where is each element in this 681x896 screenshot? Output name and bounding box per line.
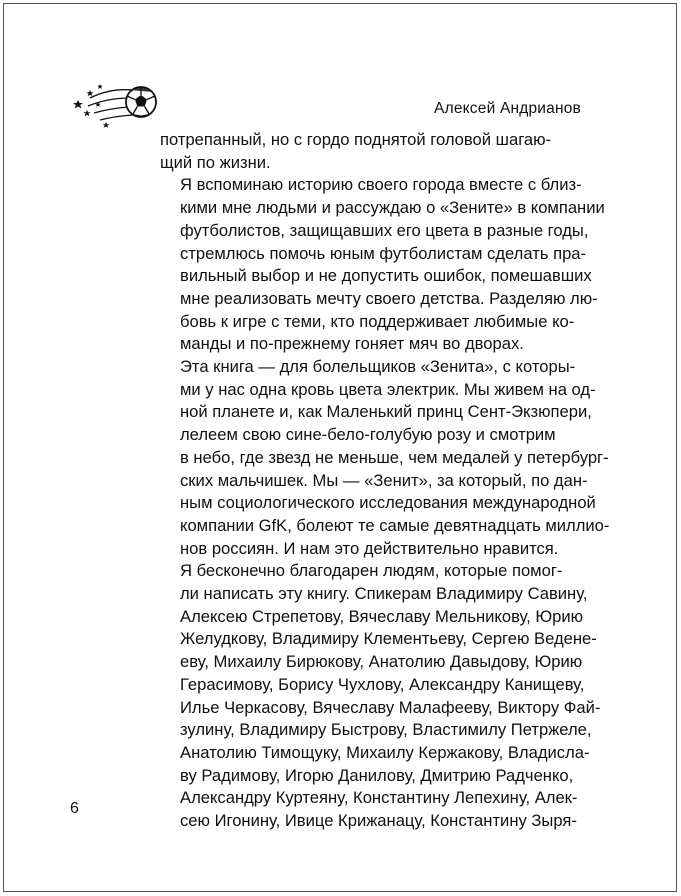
- text-line: ми у нас одна кровь цвета электрик. Мы живем на од-: [180, 379, 596, 399]
- body-text: [160, 129, 610, 833]
- text-line: нов россиян. И нам это действительно нравится.: [180, 538, 559, 558]
- text-line: Алексею Стрепетову, Вячеславу Мельникову, Юрию: [180, 606, 584, 626]
- text-line: зулину, Владимиру Быстрову, Властимилу Петржеле,: [180, 720, 592, 740]
- text-line: Я вспоминаю историю своего города вместе с близ-: [180, 175, 582, 195]
- text-line: бовь к игре с теми, кто поддерживает любимые ко-: [180, 311, 575, 331]
- text-line: Анатолию Тимощуку, Михаилу Кержакову, Владисла-: [180, 742, 590, 762]
- text-line: ным социологического исследования международной: [180, 493, 596, 513]
- text-line: ских мальчишек. Мы — «Зенит», за который, по дан-: [180, 470, 588, 490]
- text-line: щий по жизни.: [160, 152, 271, 172]
- text-line: сею Игонину, Ивице Крижанацу, Константину Зыря-: [180, 811, 577, 831]
- paragraph: [160, 356, 610, 560]
- text-line: потрепанный, но с гордо поднятой головой шагаю-: [160, 130, 552, 149]
- paragraph: [160, 129, 552, 174]
- text-line: лелеем свою сине-бело-голубую розу и смотрим: [180, 425, 556, 445]
- text-line: кими мне людьми и рассуждаю о «Зените» в компании: [180, 198, 605, 218]
- text-line: ной планете и, как Маленький принц Сент-Экзюпери,: [180, 402, 592, 422]
- text-line: компании GfK, болеют те самые девятнадцать миллио-: [180, 515, 610, 535]
- text-line: стремлюсь помочь юным футболистам сделать пра-: [180, 243, 587, 263]
- soccer-ball-stars-icon: [70, 80, 160, 130]
- text-line: в небо, где звезд не меньше, чем медалей у петербург-: [180, 447, 609, 467]
- running-head-author: Алексей Андрианов: [434, 100, 581, 117]
- text-line: Я бесконечно благодарен людям, которые помог-: [180, 561, 563, 581]
- page-number: 6: [70, 800, 79, 817]
- text-line: Илье Черкасову, Вячеславу Малафееву, Виктору Фай-: [180, 697, 601, 717]
- text-line: Александру Куртеяну, Константину Лепехину, Алек-: [180, 788, 578, 808]
- text-line: Желудкову, Владимиру Клементьеву, Сергею Ведене-: [180, 629, 597, 649]
- text-line: вильный выбор и не допустить ошибок, помешавших: [180, 266, 592, 286]
- text-line: манды и по-прежнему гоняет мяч во дворах.: [180, 334, 524, 354]
- text-line: ву Радимову, Игорю Данилову, Дмитрию Радченко,: [180, 765, 574, 785]
- text-line: Герасимову, Борису Чухлову, Александру Канищеву,: [180, 674, 585, 694]
- paragraph: [160, 560, 601, 832]
- paragraph: [160, 174, 605, 356]
- text-line: еву, Михаилу Бирюкову, Анатолию Давыдову, Юрию: [180, 652, 583, 672]
- text-line: Эта книга — для болельщиков «Зенита», с которы-: [180, 357, 576, 377]
- text-line: мне реализовать мечту своего детства. Разделяю лю-: [180, 288, 598, 308]
- text-line: ли написать эту книгу. Спикерам Владимиру Савину,: [180, 584, 588, 604]
- text-line: футболистов, защищавших его цвета в разные годы,: [180, 220, 589, 240]
